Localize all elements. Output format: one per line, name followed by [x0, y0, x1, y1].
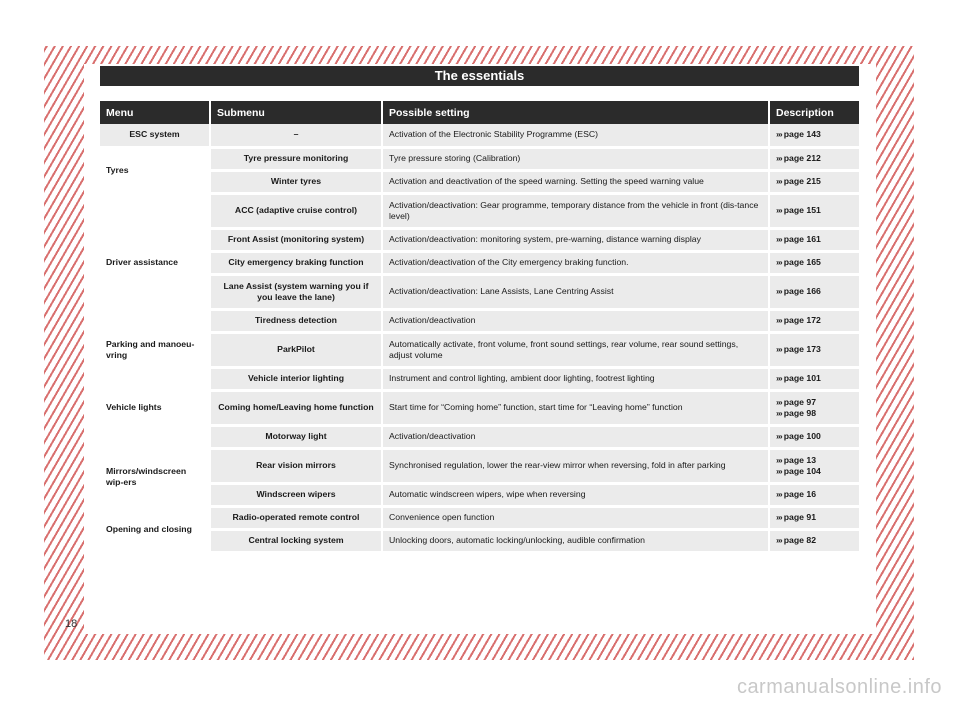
description-cell — [769, 332, 859, 367]
menu-cell: Mirrors/windscreen wip-ers — [100, 448, 210, 506]
table-row — [100, 124, 859, 147]
table-row — [100, 483, 859, 506]
page-ref-link[interactable]: ››› page 172 — [776, 315, 821, 325]
description-cell — [769, 228, 859, 251]
submenu-cell: Coming home/Leaving home function — [210, 390, 382, 425]
page-ref-link[interactable]: ››› page 98 — [776, 407, 817, 418]
setting-cell: Activation/deactivation — [382, 309, 769, 332]
ref-arrow-icon: ››› — [776, 286, 782, 296]
page-ref-link[interactable]: ››› page 104 — [776, 465, 821, 476]
description-cell — [769, 390, 859, 425]
submenu-cell: ACC (adaptive cruise control) — [210, 193, 382, 228]
watermark-text: carmanualsonline.info — [736, 676, 942, 698]
table-row — [100, 529, 859, 552]
description-cell — [769, 274, 859, 309]
ref-arrow-icon: ››› — [776, 176, 782, 186]
page-ref-link[interactable]: ››› page 212 — [776, 153, 821, 163]
submenu-cell: Windscreen wipers — [210, 483, 382, 506]
submenu-cell: Radio-operated remote control — [210, 506, 382, 529]
setting-cell: Activation/deactivation: monitoring system, pre-warning, distance warning display — [382, 228, 769, 251]
page-ref-link[interactable]: ››› page 161 — [776, 234, 821, 244]
setting-cell: Activation/deactivation — [382, 425, 769, 448]
setting-cell: Instrument and control lighting, ambient door lighting, footrest lighting — [382, 367, 769, 390]
page-ref-link[interactable]: ››› page 215 — [776, 176, 821, 186]
menu-cell: Tyres — [100, 147, 210, 193]
ref-arrow-icon: ››› — [776, 465, 782, 476]
description-cell — [769, 251, 859, 274]
table-row — [100, 251, 859, 274]
menu-cell: Opening and closing — [100, 506, 210, 552]
header-possible-setting: Possible setting — [382, 101, 769, 124]
ref-arrow-icon: ››› — [776, 257, 782, 267]
submenu-cell: – — [210, 124, 382, 147]
page-ref-link[interactable]: ››› page 173 — [776, 344, 821, 354]
table-row — [100, 448, 859, 483]
setting-cell: Automatic windscreen wipers, wipe when reversing — [382, 483, 769, 506]
ref-arrow-icon: ››› — [776, 129, 782, 140]
ref-arrow-icon: ››› — [776, 153, 782, 163]
header-description: Description — [769, 101, 859, 124]
table-row — [100, 228, 859, 251]
page-ref-link[interactable]: ››› page 166 — [776, 286, 821, 296]
ref-arrow-icon: ››› — [776, 454, 782, 465]
description-cell — [769, 309, 859, 332]
ref-arrow-icon: ››› — [776, 535, 782, 545]
setting-cell: Unlocking doors, automatic locking/unlocking, audible confirmation — [382, 529, 769, 552]
setting-cell: Activation/deactivation: Gear programme, temporary distance from the vehicle in front (dis-tance level) — [382, 193, 769, 228]
page-ref-link[interactable]: ››› page 16 — [776, 489, 817, 499]
table-row — [100, 274, 859, 309]
ref-arrow-icon: ››› — [776, 431, 782, 441]
setting-cell: Synchronised regulation, lower the rear-view mirror when reversing, fold in after parking — [382, 448, 769, 483]
table-row — [100, 309, 859, 332]
ref-arrow-icon: ››› — [776, 489, 782, 499]
description-cell — [769, 529, 859, 552]
ref-arrow-icon: ››› — [776, 396, 782, 407]
setting-cell: Activation of the Electronic Stability Programme (ESC) — [382, 124, 769, 147]
submenu-cell: Rear vision mirrors — [210, 448, 382, 483]
submenu-cell: Lane Assist (system warning you if you leave the lane) — [210, 274, 382, 309]
page-title: The essentials — [100, 66, 859, 86]
page-ref-link[interactable]: ››› page 97 — [776, 396, 817, 407]
settings-table — [100, 101, 859, 554]
setting-cell: Convenience open function — [382, 506, 769, 529]
ref-arrow-icon: ››› — [776, 205, 782, 215]
description-cell — [769, 506, 859, 529]
menu-cell: Parking and manoeu-vring — [100, 332, 210, 367]
ref-arrow-icon: ››› — [776, 315, 782, 325]
page-number: 18 — [65, 618, 78, 630]
setting-cell: Activation/deactivation: Lane Assists, Lane Centring Assist — [382, 274, 769, 309]
submenu-cell: Central locking system — [210, 529, 382, 552]
ref-arrow-icon: ››› — [776, 234, 782, 244]
setting-cell: Start time for “Coming home” function, start time for “Leaving home” function — [382, 390, 769, 425]
description-cell — [769, 448, 859, 483]
ref-arrow-icon: ››› — [776, 407, 782, 418]
table-row — [100, 425, 859, 448]
page-ref-link[interactable]: ››› page 143 — [776, 129, 821, 140]
page-ref-link[interactable]: ››› page 82 — [776, 535, 817, 545]
description-cell — [769, 124, 859, 147]
description-cell — [769, 483, 859, 506]
settings-table-wrap — [100, 101, 859, 554]
description-cell — [769, 425, 859, 448]
setting-cell: Tyre pressure storing (Calibration) — [382, 147, 769, 170]
page-ref-link[interactable]: ››› page 151 — [776, 205, 821, 215]
table-row — [100, 147, 859, 170]
menu-cell: ESC system — [100, 124, 210, 147]
menu-cell: Driver assistance — [100, 193, 210, 332]
submenu-cell: Vehicle interior lighting — [210, 367, 382, 390]
submenu-cell: Winter tyres — [210, 170, 382, 193]
ref-arrow-icon: ››› — [776, 512, 782, 522]
description-cell — [769, 147, 859, 170]
submenu-cell: Tiredness detection — [210, 309, 382, 332]
table-header-row — [100, 101, 859, 124]
submenu-cell: Tyre pressure monitoring — [210, 147, 382, 170]
table-row — [100, 193, 859, 228]
description-cell — [769, 170, 859, 193]
submenu-cell: City emergency braking function — [210, 251, 382, 274]
description-cell — [769, 193, 859, 228]
header-menu: Menu — [100, 101, 210, 124]
table-row — [100, 170, 859, 193]
page-ref-link[interactable]: ››› page 100 — [776, 431, 821, 441]
table-row — [100, 390, 859, 425]
ref-arrow-icon: ››› — [776, 344, 782, 354]
page-ref-link[interactable]: ››› page 91 — [776, 512, 817, 522]
submenu-cell: ParkPilot — [210, 332, 382, 367]
ref-arrow-icon: ››› — [776, 373, 782, 383]
header-submenu: Submenu — [210, 101, 382, 124]
page-ref-link[interactable]: ››› page 165 — [776, 257, 821, 267]
setting-cell: Activation and deactivation of the speed warning. Setting the speed warning value — [382, 170, 769, 193]
table-row — [100, 506, 859, 529]
menu-cell: Vehicle lights — [100, 367, 210, 448]
submenu-cell: Front Assist (monitoring system) — [210, 228, 382, 251]
table-row — [100, 332, 859, 367]
setting-cell: Activation/deactivation of the City emergency braking function. — [382, 251, 769, 274]
page-ref-link[interactable]: ››› page 101 — [776, 373, 821, 383]
table-body — [100, 124, 859, 552]
description-cell — [769, 367, 859, 390]
setting-cell: Automatically activate, front volume, front sound settings, rear volume, rear sound settings, adjust volume — [382, 332, 769, 367]
table-row — [100, 367, 859, 390]
page-ref-link[interactable]: ››› page 13 — [776, 454, 817, 465]
submenu-cell: Motorway light — [210, 425, 382, 448]
